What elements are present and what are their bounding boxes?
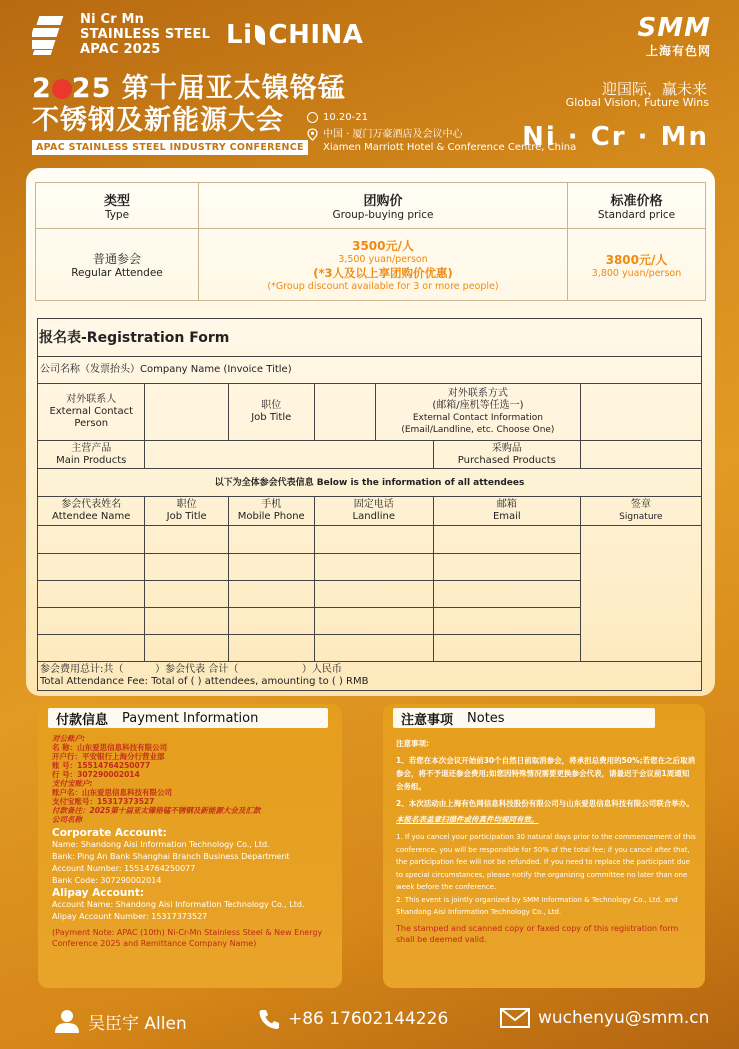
col-5-cn: 签章 <box>630 499 651 510</box>
payment-head-en: Payment Information <box>122 710 259 726</box>
group-note-cn: (*3人及以上享团购价优惠) <box>313 266 453 280</box>
row-type-cn: 普通参会 <box>92 252 141 266</box>
main-products-label <box>38 441 145 469</box>
alipay-line: Alipay Account Number: 15317373527 <box>52 912 208 921</box>
notes-head-cn: 注意事项 <box>401 712 454 728</box>
purchased-input[interactable] <box>580 441 701 469</box>
phone-number: +86 17602144226 <box>288 1009 449 1029</box>
email-address: wuchenyu@smm.cn <box>538 1008 710 1028</box>
col-0-en: Attendee Name <box>52 511 131 522</box>
notes-en-2: 2. This event is jointly organized by SMM Information & Technology Co., Ltd. and Shandong Aisi Information Technology Co., Ltd. <box>396 895 678 916</box>
smm-logo <box>638 14 711 59</box>
signature-cell[interactable] <box>580 526 701 662</box>
alipay-line: Account Name: Shandong Aisi Information Technology Co., Ltd. <box>52 900 305 909</box>
col-2-en: Mobile Phone <box>237 511 305 522</box>
corp-line: Bank: Ping An Bank Shanghai Branch Business Department <box>52 852 290 861</box>
location-pin-icon <box>307 128 318 141</box>
col-mobile <box>228 497 314 526</box>
attendee-cell[interactable] <box>38 581 145 608</box>
standard-price-header <box>568 183 706 229</box>
purchased-en: Purchased Products <box>457 454 556 466</box>
type-header <box>36 183 199 229</box>
payment-body <box>52 734 332 949</box>
payment-head-cn: 付款信息 <box>56 712 109 728</box>
date-text: 10.20-21 <box>323 112 368 123</box>
pay-cn-line: 行 号：307290002014 <box>52 770 140 779</box>
attendee-cell[interactable] <box>228 554 314 581</box>
globe-icon <box>52 79 72 99</box>
job-title-label <box>228 384 314 441</box>
attendee-cell[interactable] <box>145 554 228 581</box>
smm-cn-text: 上海有色网 <box>645 44 711 58</box>
attendee-cell[interactable] <box>433 554 580 581</box>
pay-cn-line: 对公账户: <box>52 734 85 743</box>
notes-red: The stamped and scanned copy or faxed copy of this registration form shall be deemed valid. <box>396 923 679 944</box>
col-0-cn: 参会代表姓名 <box>61 499 122 510</box>
pricing-table <box>35 182 706 301</box>
pay-cn-line: 支付宝账户: <box>52 779 93 788</box>
col-4-cn: 邮箱 <box>496 499 517 510</box>
main-products-cn: 主营产品 <box>71 442 112 454</box>
std-price-cn: 3800元/人 <box>605 252 668 267</box>
col-1-en: Job Title <box>166 511 207 522</box>
contact-info-cn: 对外联系方式 <box>447 388 508 399</box>
notes-body <box>396 738 696 945</box>
attendee-cell[interactable] <box>145 526 228 554</box>
form-title: 报名表-Registration Form <box>38 319 702 357</box>
title-year-b: 25 <box>71 73 112 104</box>
attendee-cell[interactable] <box>314 608 433 635</box>
col-1-cn: 职位 <box>176 499 197 510</box>
pay-cn-line: 付款备注：2025第十届亚太镍铬锰不锈钢及新能源大会及汇款 <box>52 806 261 815</box>
col-email <box>433 497 580 526</box>
attendee-row <box>38 526 702 554</box>
contact-en: External Contact Person <box>49 406 134 429</box>
registration-form-table <box>37 318 702 691</box>
attendee-cell[interactable] <box>433 608 580 635</box>
attendees-note: 以下为全体参会代表信息 Below is the information of all attendees <box>38 469 702 497</box>
purchased-label <box>433 441 580 469</box>
std-price-en: 3,800 yuan/person <box>591 267 682 279</box>
attendee-cell[interactable] <box>314 635 433 662</box>
contact-cn: 对外联系人 <box>66 394 117 405</box>
person-name: 吴臣宇 Allen <box>88 1013 187 1034</box>
logo-line1: Ni Cr Mn <box>80 12 145 27</box>
venue-cn: 中国 · 厦门万豪酒店及会议中心 <box>323 129 463 140</box>
col-4-en: Email <box>492 511 521 522</box>
ni-cr-mn-title: Ni · Cr · Mn <box>522 122 709 152</box>
row-type <box>36 229 199 301</box>
title-cn-1: 第十届亚太镍铬锰 <box>121 73 346 104</box>
attendee-cell[interactable] <box>145 608 228 635</box>
contact-phone[interactable] <box>258 1008 448 1030</box>
group-price-header <box>199 183 568 229</box>
job-title-input[interactable] <box>315 384 376 440</box>
payment-panel <box>38 704 342 988</box>
corp-line: Name: Shandong Aisi Information Technology Co., Ltd. <box>52 840 270 849</box>
header <box>0 0 739 168</box>
pay-cn-line: 账户名：山东爱思信息科技有限公司 <box>52 788 172 797</box>
attendee-cell[interactable] <box>314 526 433 554</box>
notes-cn-3: 本报名表盖章扫描件或传真件均视同有效。 <box>396 815 539 824</box>
alipay-account-head: Alipay Account: <box>52 887 145 899</box>
job-cn: 职位 <box>261 400 282 411</box>
attendee-cell[interactable] <box>228 608 314 635</box>
col-3-cn: 固定电话 <box>353 499 394 510</box>
payment-note: (Payment Note: APAC (10th) Ni-Cr-Mn Stainless Steel & New Energy Conference 2025 and Remittance Company Name) <box>52 928 323 948</box>
total-cn: 参会费用总计:共（ ）参会代表 合计（ ）人民币 <box>40 664 342 675</box>
event-date <box>307 112 368 123</box>
slogan-en: Global Vision, Future Wins <box>565 96 709 109</box>
venue-en: Xiamen Marriott Hotel & Conference Centre, China <box>323 142 577 153</box>
logo-line2: STAINLESS STEEL <box>80 27 211 42</box>
corporate-account-head: Corporate Account: <box>52 827 167 839</box>
attendee-cell[interactable] <box>228 526 314 554</box>
attendee-cell[interactable] <box>433 526 580 554</box>
group-price-cell <box>199 229 568 301</box>
contact-person <box>54 1008 187 1034</box>
li-text: Li <box>226 20 253 50</box>
col-2-cn: 手机 <box>261 499 282 510</box>
contact-email[interactable] <box>500 1008 709 1028</box>
col-signature <box>580 497 701 526</box>
attendee-cell[interactable] <box>38 608 145 635</box>
group-price-cn: 3500元/人 <box>352 239 414 253</box>
attendee-cell[interactable] <box>433 635 580 662</box>
company-name-field[interactable]: 公司名称（发票抬头）Company Name (Invoice Title) <box>38 357 702 384</box>
person-icon <box>54 1008 80 1034</box>
attendee-cell[interactable] <box>228 635 314 662</box>
corp-line: Bank Code: 307290002014 <box>52 876 162 885</box>
std-header-cn: 标准价格 <box>610 194 663 209</box>
attendee-cell[interactable] <box>38 554 145 581</box>
title-en: APAC STAINLESS STEEL INDUSTRY CONFERENCE <box>32 140 308 155</box>
registration-card <box>26 168 715 696</box>
contact-person-input[interactable] <box>145 384 228 441</box>
logo-line3: APAC 2025 <box>80 42 161 57</box>
attendee-cell[interactable] <box>38 526 145 554</box>
pay-cn-line: 名 称：山东爱思信息科技有限公司 <box>52 743 168 752</box>
attendee-header-row <box>38 497 702 526</box>
payment-header <box>48 708 328 728</box>
col-job-title <box>145 497 228 526</box>
pay-cn-line: 账 号：15514764250077 <box>52 761 151 770</box>
attendee-cell[interactable] <box>228 581 314 608</box>
title-year-a: 2 <box>32 73 52 104</box>
contact-info-input[interactable] <box>580 384 701 441</box>
main-products-input[interactable] <box>145 441 433 469</box>
attendee-cell[interactable] <box>433 581 580 608</box>
contact-info-en: External Contact Information <box>412 413 543 423</box>
total-fee-row[interactable] <box>38 662 702 691</box>
steel-bars-logo-icon <box>32 14 72 56</box>
footer <box>0 996 739 1049</box>
notes-cn-1: 1、若您在本次会议开始前30个自然日前取消参会，将承担总费用的50%;若您在之后取消参会，将不予退还参会费用;如您因特殊情况需要更换参会代表，请最迟于会议前1周通知会务组。 <box>396 756 696 791</box>
attendee-cell[interactable] <box>314 554 433 581</box>
job-en: Job Title <box>251 412 292 423</box>
notes-head-en: Notes <box>467 710 505 726</box>
group-header-en: Group-buying price <box>332 209 434 221</box>
phone-icon <box>258 1008 280 1030</box>
col-3-en: Landline <box>352 511 395 522</box>
main-products-en: Main Products <box>56 454 127 466</box>
type-header-en: Type <box>104 209 130 221</box>
col-attendee-name <box>38 497 145 526</box>
total-en: Total Attendance Fee: Total of ( ) attendees, amounting to ( ) RMB <box>40 676 369 687</box>
contact-info-en2: (Email/Landline, etc. Choose One) <box>401 425 555 435</box>
pay-cn-line: 公司名称 <box>52 815 82 824</box>
smm-text: SMM <box>637 13 711 43</box>
contact-info-label <box>376 384 580 440</box>
notes-title: 注意事项: <box>396 739 429 748</box>
type-header-cn: 类型 <box>103 194 130 209</box>
title-cn-line1 <box>32 74 346 104</box>
purchased-cn: 采购品 <box>491 442 522 454</box>
notes-en-1: 1. If you cancel your participation 30 natural days prior to the commencement of this conference, you will be responsible for 50% of the total fee; if you cancel after that, the participation fee will not be refunded. If you need to replace the participant due to special circumstances, please notify the organizing committee no later than one week before the conference. <box>396 833 696 891</box>
col-5-en: Signature <box>619 512 663 522</box>
pay-cn-line: 支付宝账号：15317373527 <box>52 797 155 806</box>
group-price-en: 3,500 yuan/person <box>338 254 428 265</box>
attendee-cell[interactable] <box>145 581 228 608</box>
title-cn-2: 不锈钢及新能源大会 <box>32 105 284 136</box>
china-text: CHINA <box>268 20 364 50</box>
row-type-en: Regular Attendee <box>71 267 163 279</box>
notes-panel <box>383 704 705 988</box>
notes-header <box>393 708 655 728</box>
pay-cn-line: 开户行：平安银行上海分行营业部 <box>52 752 165 761</box>
std-header-en: Standard price <box>597 209 676 221</box>
notes-cn-2: 2、本次活动由上海有色网信息科技股份有限公司与山东爱思信息科技有限公司联合举办。 <box>396 799 694 808</box>
attendee-cell[interactable] <box>38 635 145 662</box>
std-price-cell <box>568 229 706 301</box>
col-landline <box>314 497 433 526</box>
contact-person-label <box>38 384 145 441</box>
conference-logo <box>32 12 210 57</box>
attendee-cell[interactable] <box>314 581 433 608</box>
li-china-logo <box>226 20 363 50</box>
contact-info-cn2: (邮箱/座机等任选一) <box>432 400 524 411</box>
slogan-cn: 迎国际，赢未来 <box>601 80 707 98</box>
clock-icon <box>307 112 318 123</box>
leaf-icon <box>255 25 265 45</box>
corp-line: Account Number: 15514764250077 <box>52 864 196 873</box>
group-note-en: (*Group discount available for 3 or more people) <box>267 281 499 292</box>
attendee-cell[interactable] <box>145 635 228 662</box>
mail-icon <box>500 1008 530 1028</box>
contact-info-subtable <box>315 384 580 440</box>
contact-info-label-wrap <box>314 384 580 441</box>
group-header-cn: 团购价 <box>363 194 403 209</box>
